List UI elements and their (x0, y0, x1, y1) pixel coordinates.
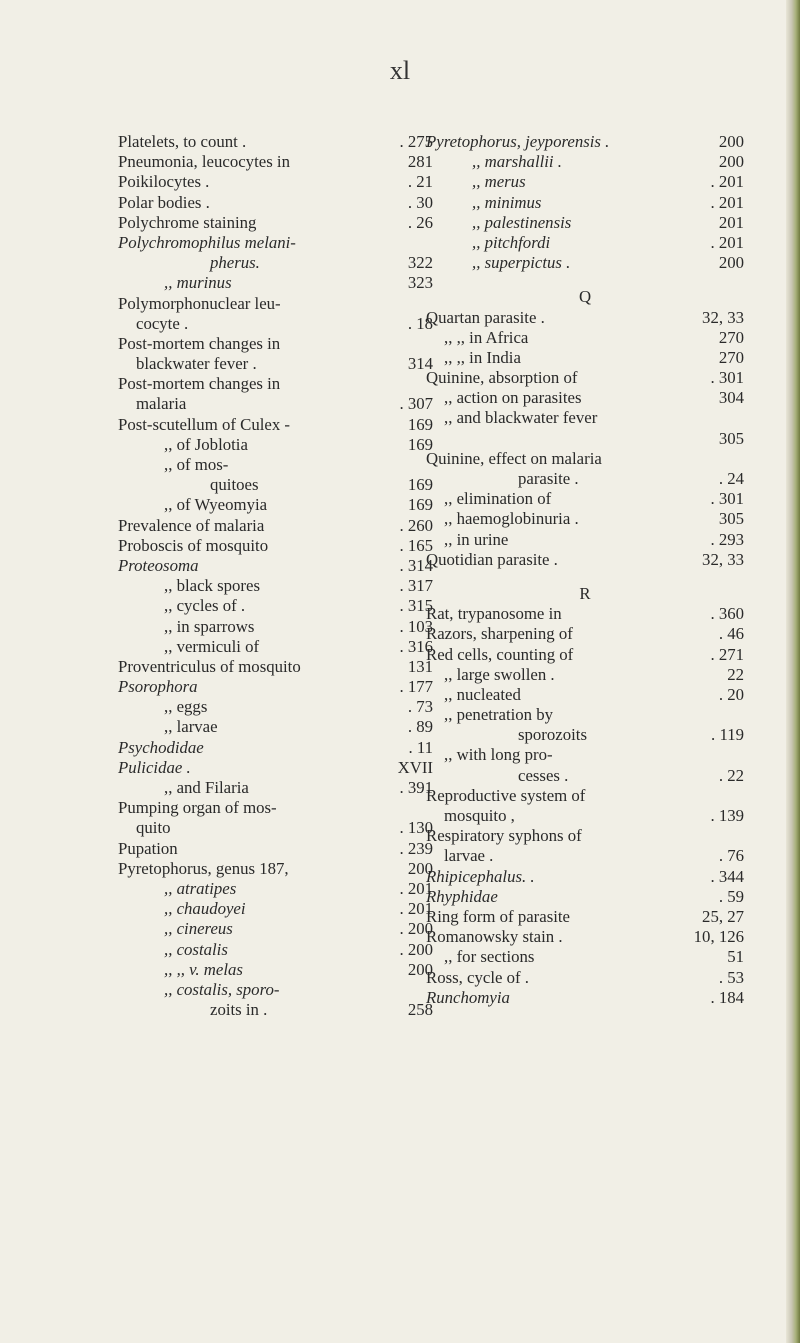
entry-term: ,, larvae (164, 717, 218, 737)
entry-page-ref: 200 (407, 959, 433, 979)
entry-term: zoits in . (210, 1000, 268, 1020)
index-entry (118, 213, 433, 233)
entry-page-ref: 169 (407, 434, 433, 454)
index-entry (426, 429, 744, 449)
entry-term: parasite . (518, 469, 579, 488)
entry-term: Red cells, counting of (426, 644, 574, 664)
entry-term: Pupation (118, 838, 178, 858)
entry-term: ,, haemoglobinuria . (444, 509, 579, 529)
entry-page-ref: 200 (718, 253, 744, 273)
index-entry (118, 879, 433, 899)
entry-page-ref: . 301 (710, 489, 744, 509)
entry-term: Psorophora (118, 677, 198, 697)
entry-term: Romanowsky stain . (426, 927, 563, 947)
entry-term: Polar bodies . (118, 192, 210, 212)
index-entry (426, 253, 744, 273)
index-entry (426, 968, 744, 988)
entry-page-ref: . 26 (407, 212, 433, 232)
index-entry (118, 233, 433, 253)
entry-page-ref: . 239 (399, 838, 433, 858)
entry-page-ref: . 260 (399, 515, 433, 535)
entry-page-ref: . 119 (711, 725, 744, 745)
entry-page-ref: . 315 (399, 596, 433, 616)
entry-page-ref: 51 (727, 947, 744, 967)
entry-term: ,, costalis, sporo- (164, 979, 280, 999)
index-entry (118, 758, 433, 778)
section-letter (426, 287, 744, 307)
entry-term: ,, penetration by (444, 705, 554, 725)
entry-term: R (579, 583, 591, 603)
index-entry (118, 435, 433, 455)
index-entry (118, 717, 433, 737)
index-entry (426, 705, 744, 725)
entry-page-ref: . 76 (718, 846, 744, 866)
section-gap (426, 570, 744, 584)
entry-page-ref: . 271 (710, 644, 744, 664)
entry-term: ,, in urine (444, 529, 509, 549)
entry-term: ,, cycles of . (164, 596, 246, 616)
index-entry (426, 867, 744, 887)
entry-page-ref: 169 (407, 475, 433, 495)
index-entry (118, 334, 433, 354)
index-entry (118, 899, 433, 919)
entry-term: ,, large swollen . (444, 664, 555, 684)
entry-page-ref: . 307 (399, 394, 433, 414)
entry-term: Polymorphonuclear leu- (118, 293, 281, 313)
entry-term: Pyretophorus, genus 187, (118, 858, 289, 878)
index-entry (426, 826, 744, 846)
entry-page-ref: . 22 (718, 765, 744, 785)
entry-term: ,, merus (472, 172, 526, 192)
entry-term: Quinine, effect on malaria (426, 448, 602, 468)
entry-term: Proteosoma (118, 555, 199, 575)
entry-page-ref: . 293 (710, 529, 744, 549)
entry-term: Post-mortem changes in (118, 374, 281, 394)
entry-term: ,, action on parasites (444, 388, 582, 408)
entry-term: Respiratory syphons of (426, 826, 582, 846)
entry-term: ,, eggs (164, 697, 208, 717)
index-entry (426, 348, 744, 368)
entry-term: ,, palestinensis (472, 212, 572, 232)
entry-page-ref: 169 (407, 495, 433, 515)
entry-page-ref: . 391 (399, 778, 433, 797)
index-entry (118, 132, 433, 152)
index-entry (118, 455, 433, 475)
index-entry (426, 449, 744, 469)
index-entry (426, 408, 744, 428)
index-entry (118, 536, 433, 556)
entry-term: Pumping organ of mos- (118, 798, 277, 818)
entry-term: Q (578, 287, 592, 307)
index-entry (426, 193, 744, 213)
entry-page-ref: 281 (407, 152, 433, 172)
entry-page-ref: . 200 (399, 939, 433, 959)
index-entry (118, 980, 433, 1000)
index-entry (118, 354, 433, 374)
entry-page-ref: . 53 (718, 967, 744, 987)
entry-page-ref: 131 (407, 656, 433, 676)
entry-page-ref: . 201 (399, 899, 433, 919)
entry-page-ref: . 184 (710, 987, 744, 1007)
entry-term: Polychromophilus melani- (118, 232, 296, 252)
index-entry (118, 172, 433, 192)
index-entry (118, 778, 433, 798)
entry-term: Runchomyia (426, 987, 510, 1007)
index-entry (426, 152, 744, 172)
entry-page-ref: 10, 126 (693, 927, 744, 947)
index-entry (426, 927, 744, 947)
entry-term: ,, ,, v. melas (164, 959, 243, 979)
entry-page-ref: 323 (407, 273, 433, 293)
entry-term: Poikilocytes . (118, 172, 210, 192)
index-entry (426, 172, 744, 192)
entry-term: ,, with long pro- (444, 745, 553, 765)
entry-term: ,, murinus (164, 273, 232, 293)
entry-page-ref: 305 (718, 509, 744, 529)
index-entry (426, 213, 744, 233)
entry-term: blackwater fever . (136, 354, 257, 374)
entry-page-ref: . 11 (408, 737, 433, 757)
entry-term: Rhyphidae (426, 886, 498, 906)
entry-term: ,, of mos- (164, 455, 229, 474)
index-entry (426, 685, 744, 705)
entry-term: quitoes (210, 475, 259, 495)
index-entry (118, 697, 433, 717)
index-entry (118, 677, 433, 697)
index-entry (426, 604, 744, 624)
entry-term: pherus. (210, 253, 260, 273)
entry-term: Proboscis of mosquito (118, 535, 269, 555)
entry-page-ref: . 21 (407, 172, 433, 192)
index-entry (118, 596, 433, 616)
entry-term: ,, ,, in Africa (444, 327, 529, 347)
index-entry (118, 738, 433, 758)
entry-term: ,, nucleated (444, 684, 521, 704)
entry-page-ref: 201 (718, 212, 744, 232)
index-entry (118, 415, 433, 435)
entry-page-ref: . 139 (710, 806, 744, 825)
entry-page-ref: . 103 (399, 616, 433, 636)
entry-page-ref: . 177 (399, 677, 433, 697)
entry-page-ref: . 89 (407, 717, 433, 737)
entry-page-ref: . 20 (718, 684, 744, 704)
index-entry (118, 374, 433, 394)
index-entry (118, 657, 433, 677)
entry-term: Ross, cycle of . (426, 967, 529, 987)
entry-term: Pneumonia, leucocytes in (118, 152, 290, 172)
index-entry (426, 509, 744, 529)
index-entry (426, 388, 744, 408)
index-entry (118, 798, 433, 818)
entry-term: Razors, sharpening of (426, 624, 573, 644)
entry-term: Platelets, to count . (118, 132, 247, 151)
entry-page-ref: . 317 (399, 576, 433, 596)
index-entry (118, 960, 433, 980)
entry-page-ref: . 59 (718, 886, 744, 906)
entry-page-ref: . 30 (407, 192, 433, 212)
entry-term: ,, and Filaria (164, 778, 249, 797)
index-entry (118, 193, 433, 213)
entry-term: Prevalence of malaria (118, 515, 265, 535)
entry-page-ref: 32, 33 (702, 549, 744, 569)
entry-page-ref: 22 (727, 664, 744, 684)
entry-page-ref: . 316 (399, 636, 433, 656)
index-entry (426, 988, 744, 1008)
index-entry (426, 806, 744, 826)
entry-page-ref: . 301 (710, 368, 744, 388)
entry-page-ref: . 46 (718, 624, 744, 644)
entry-term: ,, black spores (164, 576, 261, 596)
page-number: xl (389, 56, 411, 85)
entry-term: Quotidian parasite . (426, 549, 558, 569)
entry-term: Ring form of parasite (426, 906, 571, 926)
entry-term: ,, in sparrows (164, 616, 255, 636)
entry-page-ref: . 344 (710, 866, 744, 886)
entry-term: Polychrome staining (118, 212, 257, 232)
entry-term: Post-mortem changes in (118, 333, 281, 353)
entry-term: Pulicidae . (118, 757, 191, 777)
entry-page-ref: 200 (407, 858, 433, 878)
entry-page-ref: . 360 (710, 604, 744, 624)
entry-term: Reproductive system of (426, 785, 586, 805)
entry-term: Quartan parasite . (426, 307, 545, 327)
entry-term: malaria (136, 394, 187, 414)
entry-term: ,, for sections (444, 947, 535, 967)
entry-page-ref: 200 (718, 132, 744, 151)
entry-page-ref: . 201 (710, 172, 744, 192)
entry-page-ref: . 200 (399, 919, 433, 939)
section-gap (426, 273, 744, 287)
index-entry (426, 846, 744, 866)
entry-page-ref: 169 (407, 414, 433, 434)
index-entry (426, 725, 744, 745)
page-edge-shadow (786, 0, 800, 1343)
index-entry (118, 637, 433, 657)
index-entry (118, 617, 433, 637)
index-entry (426, 489, 744, 509)
entry-term: ,, atratipes (164, 878, 237, 898)
index-entry (426, 233, 744, 253)
entry-term: quito (136, 818, 171, 838)
index-entry (118, 940, 433, 960)
entry-term: ,, ,, in India (444, 347, 521, 367)
entry-term: ,, cinereus (164, 919, 233, 939)
index-entry (118, 576, 433, 596)
index-entry (118, 475, 433, 495)
index-entry (118, 556, 433, 576)
index-entry (118, 152, 433, 172)
index-column-left (118, 132, 433, 1020)
index-entry (426, 665, 744, 685)
entry-page-ref: 305 (718, 428, 744, 448)
index-entry (426, 132, 744, 152)
index-entry (426, 624, 744, 644)
entry-term: Proventriculus of mosquito (118, 656, 301, 676)
index-entry (118, 253, 433, 273)
entry-term: ,, costalis (164, 939, 228, 959)
entry-page-ref: . 18 (407, 313, 433, 333)
index-entry (118, 839, 433, 859)
entry-page-ref: 314 (407, 354, 433, 374)
index-entry (118, 294, 433, 314)
entry-term: Psychodidae (118, 737, 204, 757)
entry-page-ref: XVII (397, 757, 433, 777)
entry-page-ref: 270 (718, 327, 744, 347)
index-column-right (426, 132, 744, 1008)
index-entry (426, 786, 744, 806)
section-letter (426, 584, 744, 604)
entry-term: ,, elimination of (444, 489, 552, 509)
entry-term: Pyretophorus, jeyporensis . (426, 132, 610, 151)
index-entry (118, 1000, 433, 1020)
index-entry (118, 394, 433, 414)
entry-page-ref: 32, 33 (702, 307, 744, 327)
entry-term: ,, pitchfordi (472, 232, 551, 252)
entry-term: cesses . (518, 765, 569, 785)
index-entry (426, 947, 744, 967)
entry-page-ref: . 275 (399, 132, 433, 151)
index-entry (426, 766, 744, 786)
index-entry (426, 550, 744, 570)
entry-term: ,, superpictus . (472, 253, 571, 273)
entry-page-ref: . 73 (407, 697, 433, 717)
index-entry (426, 645, 744, 665)
index-entry (118, 273, 433, 293)
index-entry (426, 745, 744, 765)
entry-term: cocyte . (136, 313, 189, 333)
entry-term: Rhipicephalus. . (426, 866, 535, 886)
entry-page-ref: 304 (718, 388, 744, 408)
entry-page-ref: . 165 (399, 535, 433, 555)
entry-page-ref: 200 (718, 152, 744, 172)
entry-term: ,, of Joblotia (164, 434, 248, 454)
index-entry (118, 314, 433, 334)
index-entry (118, 859, 433, 879)
entry-term: Quinine, absorption of (426, 368, 578, 388)
index-entry (118, 818, 433, 838)
index-entry (426, 907, 744, 927)
index-entry (426, 328, 744, 348)
entry-page-ref: . 201 (710, 232, 744, 252)
entry-term: Rat, trypanosome in (426, 604, 562, 624)
entry-page-ref: . 201 (710, 192, 744, 212)
entry-page-ref: . 201 (399, 878, 433, 898)
entry-page-ref: . 24 (718, 469, 744, 488)
entry-term: mosquito , (444, 806, 515, 825)
index-entry (426, 887, 744, 907)
entry-page-ref: 258 (407, 1000, 433, 1020)
index-entry (118, 516, 433, 536)
index-entry (426, 530, 744, 550)
entry-term: ,, chaudoyei (164, 899, 246, 919)
entry-page-ref: 322 (407, 253, 433, 273)
index-entry (118, 919, 433, 939)
entry-term: sporozoits (518, 725, 587, 745)
entry-term: ,, and blackwater fever (444, 408, 598, 428)
entry-term: Post-scutellum of Culex - (118, 414, 290, 434)
entry-page-ref: 270 (718, 347, 744, 367)
entry-term: ,, minimus (472, 192, 542, 212)
entry-term: larvae . (444, 846, 494, 866)
entry-page-ref: 25, 27 (702, 906, 744, 926)
entry-term: ,, of Wyeomyia (164, 495, 268, 515)
entry-term: ,, vermiculi of (164, 636, 260, 656)
index-entry (426, 469, 744, 489)
index-entry (426, 368, 744, 388)
index-entry (426, 308, 744, 328)
entry-page-ref: . 130 (399, 818, 433, 838)
entry-term: ,, marshallii . (472, 152, 562, 172)
entry-page-ref: . 314 (399, 555, 433, 575)
index-entry (118, 495, 433, 515)
